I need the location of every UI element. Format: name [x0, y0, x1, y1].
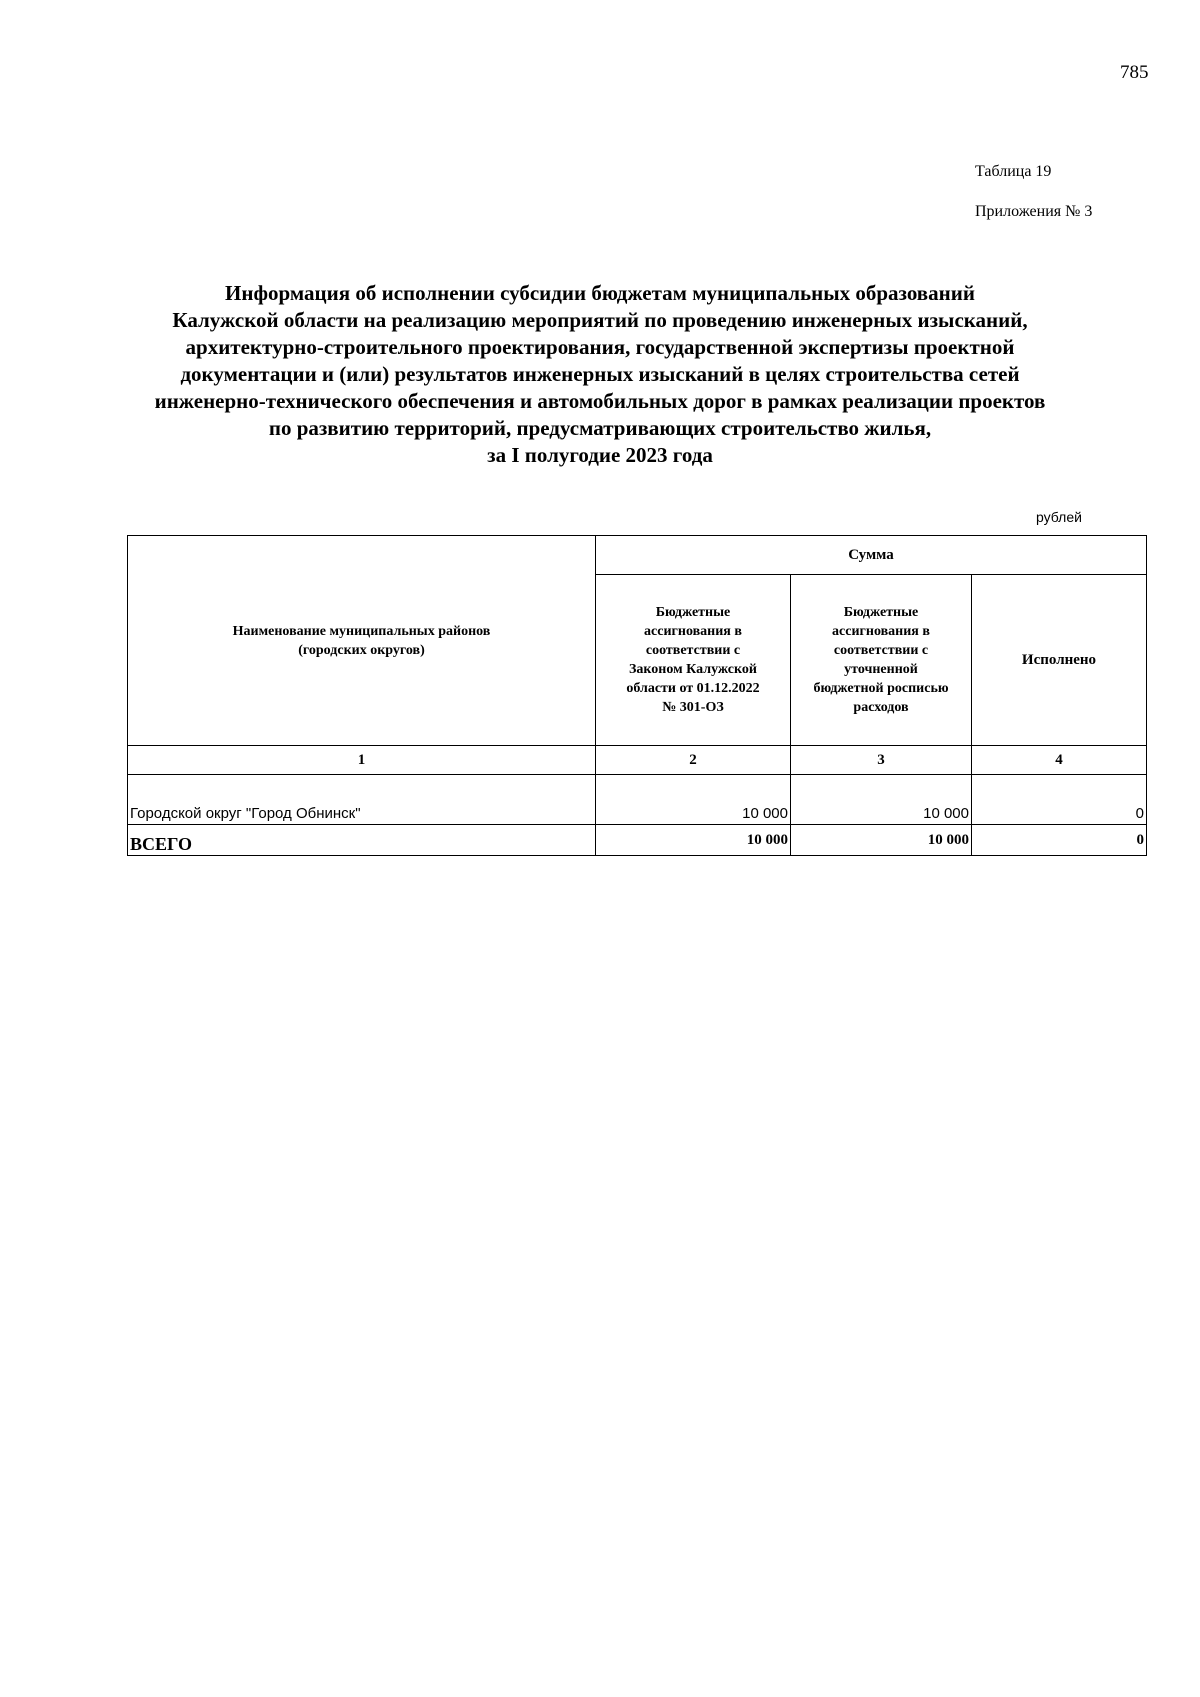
- total-law: 10 000: [596, 825, 791, 856]
- header-line: ассигнования в: [644, 624, 742, 639]
- header-line: Бюджетные: [655, 605, 731, 620]
- title-line: Калужской области на реализацию мероприятий по проведению инженерных изысканий,: [172, 308, 1028, 332]
- title-line: Информация об исполнении субсидии бюджетам муниципальных образований: [225, 281, 975, 305]
- header-sum: Сумма: [596, 536, 1147, 575]
- header-col-law: [596, 575, 791, 746]
- municipality-name: Городской округ "Город Обнинск": [128, 775, 596, 825]
- appendix-reference: Приложения № 3: [975, 203, 1093, 220]
- subsidy-table: [127, 535, 1147, 856]
- header-line: соответствии с: [645, 643, 741, 658]
- header-col-schedule: [791, 575, 972, 746]
- header-line: Наименование муниципальных районов: [232, 623, 491, 639]
- header-name-column: [128, 536, 596, 746]
- header-line: (городских округов): [298, 642, 425, 658]
- header-line: соответствии с: [833, 643, 929, 658]
- value-executed: 0: [972, 775, 1147, 825]
- header-line: ассигнования в: [832, 624, 930, 639]
- header-line: бюджетной росписью: [813, 681, 949, 696]
- header-col-executed: Исполнено: [972, 575, 1147, 746]
- total-schedule: 10 000: [791, 825, 972, 856]
- value-schedule: 10 000: [791, 775, 972, 825]
- header-line: Бюджетные: [843, 605, 919, 620]
- total-label: ВСЕГО: [128, 825, 596, 856]
- title-line: по развитию территорий, предусматривающих строительство жилья,: [268, 416, 932, 440]
- header-line: уточненной: [844, 662, 918, 677]
- column-number: 4: [972, 746, 1147, 775]
- document-title: [100, 280, 1100, 469]
- title-line: архитектурно-строительного проектирования, государственной экспертизы проектной: [185, 335, 1015, 359]
- column-number: 2: [596, 746, 791, 775]
- column-number: 1: [128, 746, 596, 775]
- header-line: расходов: [853, 700, 909, 715]
- title-line: инженерно-технического обеспечения и автомобильных дорог в рамках реализации проектов: [154, 389, 1046, 413]
- units-label: рублей: [1036, 509, 1082, 525]
- header-line: № 301-ОЗ: [662, 700, 724, 715]
- header-line: области от 01.12.2022: [626, 681, 760, 696]
- header-line: Законом Калужской: [629, 662, 757, 677]
- total-row: [128, 825, 1147, 856]
- table-row: [128, 775, 1147, 825]
- page-number: 785: [1120, 62, 1149, 83]
- value-law: 10 000: [596, 775, 791, 825]
- column-number: 3: [791, 746, 972, 775]
- title-line: за I полугодие 2023 года: [487, 443, 713, 467]
- title-line: документации и (или) результатов инженерных изысканий в целях строительства сетей: [180, 362, 1020, 386]
- table-reference: Таблица 19: [975, 163, 1052, 180]
- total-executed: 0: [972, 825, 1147, 856]
